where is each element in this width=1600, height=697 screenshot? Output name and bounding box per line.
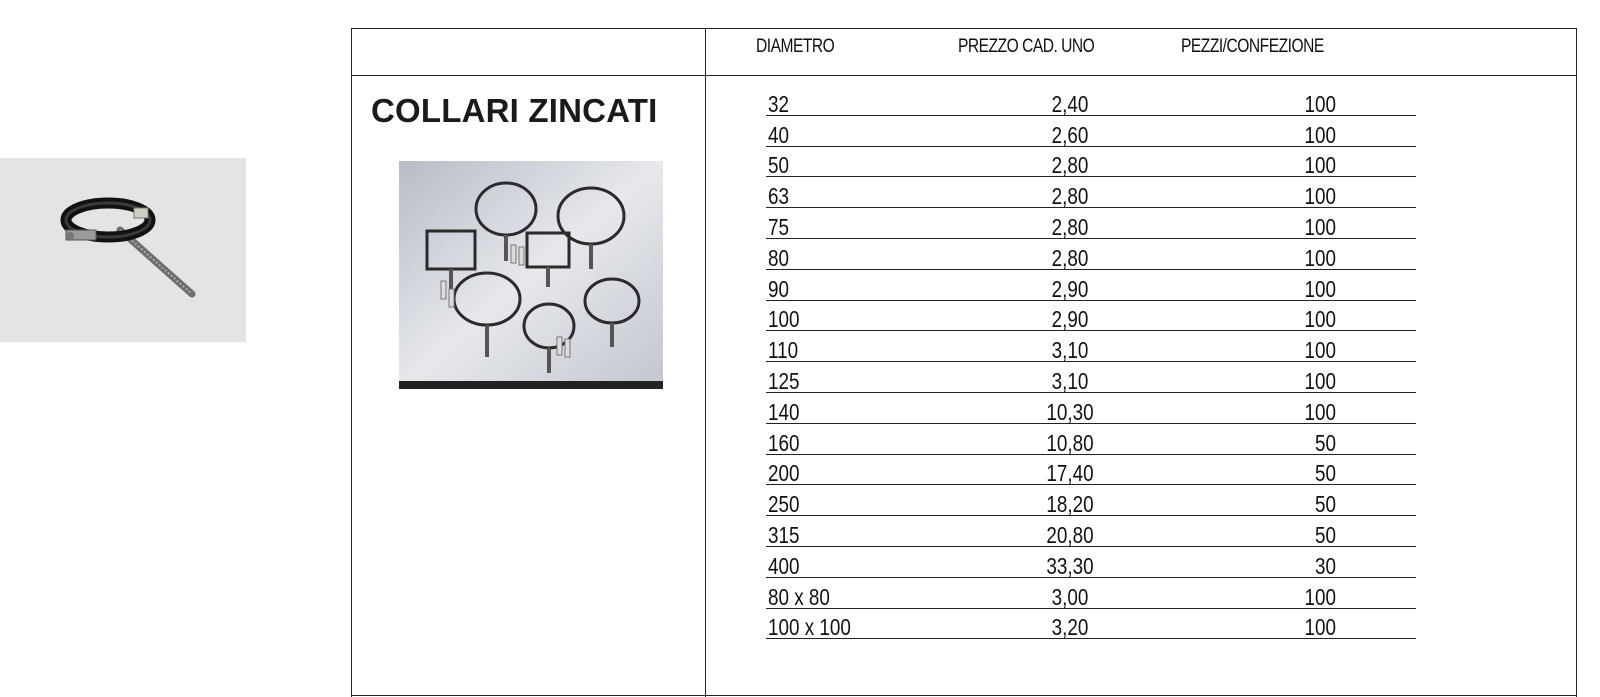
- table-row: [766, 485, 1416, 516]
- cell-diameter: 80: [768, 244, 789, 271]
- price-table: [766, 85, 1416, 639]
- cell-price: 10,80: [1046, 429, 1094, 456]
- cell-pack: 30: [1315, 552, 1336, 579]
- cell-price: 2,80: [1051, 152, 1089, 179]
- cell-pack: 100: [1304, 275, 1336, 302]
- table-row: [766, 609, 1416, 640]
- cell-pack: 100: [1304, 121, 1336, 148]
- cell-pack: 100: [1304, 367, 1336, 394]
- cell-price: 2,60: [1051, 121, 1089, 148]
- cell-diameter: 63: [768, 183, 789, 210]
- cell-pack: 50: [1315, 521, 1336, 548]
- table-row: [766, 208, 1416, 239]
- table-row: [766, 393, 1416, 424]
- header-pack: PEZZI/CONFEZIONE: [1181, 36, 1324, 57]
- product-thumbnail: [0, 158, 246, 342]
- table-row: [766, 331, 1416, 362]
- cell-price: 18,20: [1046, 491, 1094, 518]
- cell-diameter: 140: [768, 398, 800, 425]
- table-row: [766, 301, 1416, 332]
- table-row: [766, 116, 1416, 147]
- cell-pack: 100: [1304, 583, 1336, 610]
- cell-pack: 100: [1304, 614, 1336, 641]
- cell-pack: 100: [1304, 306, 1336, 333]
- header-separator: [351, 75, 1577, 76]
- header-diameter: DIAMETRO: [756, 36, 835, 57]
- table-bottom-right: [705, 695, 1577, 696]
- product-title: COLLARI ZINCATI: [371, 92, 658, 129]
- cell-pack: 50: [1315, 491, 1336, 518]
- cell-price: 2,80: [1051, 244, 1089, 271]
- cell-diameter: 100 x 100: [768, 614, 851, 641]
- cell-price: 3,20: [1051, 614, 1089, 641]
- cell-price: 3,10: [1051, 367, 1089, 394]
- cell-pack: 100: [1304, 244, 1336, 271]
- cell-diameter: 125: [768, 367, 800, 394]
- cell-diameter: 200: [768, 460, 800, 487]
- table-row: [766, 177, 1416, 208]
- cell-pack: 100: [1304, 152, 1336, 179]
- table-row: [766, 547, 1416, 578]
- cell-diameter: 32: [768, 90, 789, 117]
- cell-diameter: 250: [768, 491, 800, 518]
- cell-price: 3,00: [1051, 583, 1089, 610]
- table-row: [766, 85, 1416, 116]
- cell-pack: 50: [1315, 429, 1336, 456]
- cell-diameter: 40: [768, 121, 789, 148]
- table-row: [766, 239, 1416, 270]
- cell-pack: 100: [1304, 398, 1336, 425]
- cell-diameter: 100: [768, 306, 800, 333]
- table-row: [766, 362, 1416, 393]
- cell-pack: 100: [1304, 90, 1336, 117]
- table-row: [766, 147, 1416, 178]
- pipe-clamp-icon: [0, 158, 246, 342]
- cell-pack: 100: [1304, 337, 1336, 364]
- cell-diameter: 80 x 80: [768, 583, 830, 610]
- cell-diameter: 400: [768, 552, 800, 579]
- cell-price: 10,30: [1046, 398, 1094, 425]
- cell-pack: 50: [1315, 460, 1336, 487]
- cell-price: 33,30: [1046, 552, 1094, 579]
- cell-pack: 100: [1304, 213, 1336, 240]
- table-row: [766, 455, 1416, 486]
- table-row: [766, 516, 1416, 547]
- cell-diameter: 90: [768, 275, 789, 302]
- cell-price: 2,90: [1051, 306, 1089, 333]
- cell-diameter: 50: [768, 152, 789, 179]
- cell-price: 2,80: [1051, 183, 1089, 210]
- collars-photo-icon: [399, 161, 663, 389]
- column-divider: [705, 28, 706, 697]
- cell-price: 2,40: [1051, 90, 1089, 117]
- product-photo: [399, 161, 663, 389]
- table-row: [766, 578, 1416, 609]
- cell-price: 17,40: [1046, 460, 1094, 487]
- table-row: [766, 424, 1416, 455]
- cell-price: 3,10: [1051, 337, 1089, 364]
- header-price: PREZZO CAD. UNO: [958, 36, 1095, 57]
- cell-price: 2,90: [1051, 275, 1089, 302]
- cell-diameter: 110: [768, 337, 799, 364]
- table-row: [766, 270, 1416, 301]
- cell-diameter: 160: [768, 429, 800, 456]
- cell-price: 2,80: [1051, 213, 1089, 240]
- cell-diameter: 75: [768, 213, 789, 240]
- cell-pack: 100: [1304, 183, 1336, 210]
- table-bottom-left: [351, 695, 706, 696]
- cell-price: 20,80: [1046, 521, 1094, 548]
- cell-diameter: 315: [768, 521, 800, 548]
